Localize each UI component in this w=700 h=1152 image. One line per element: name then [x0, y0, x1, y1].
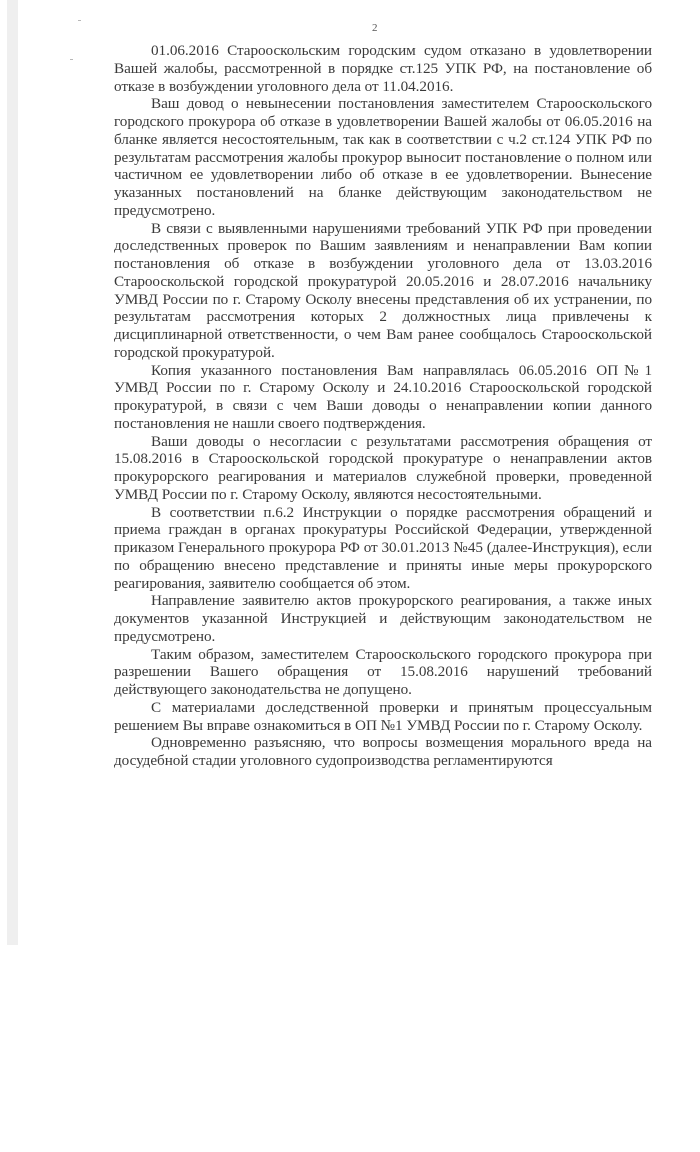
- paragraph-instruction-reference: В соответствии п.6.2 Инструкции о порядке рассмотрения обращений и приема граждан в органах прокуратуры Российской Федерации, утвержденной приказом Генерального прокурора РФ от 30.01.2013 №45 (далее-Инструкция), если по обращению внесено представление и приняты иные меры прокурорского реагирования, заявителю сообщается об этом.: [114, 503, 652, 592]
- paragraph-court-refusal: 01.06.2016 Старооскольским городским судом отказано в удовлетворении Вашей жалобы, рассмотренной в порядке ст.125 УПК РФ, на постановление об отказе в возбуждении уголовного дела от 11.04.2016.: [114, 42, 652, 95]
- scan-speck: [78, 20, 81, 21]
- paragraph-no-obligation: Направление заявителю актов прокурорского реагирования, а также иных документов указанной Инструкцией и действующим законодательством не предусмотрено.: [114, 592, 652, 645]
- page-number: 2: [372, 22, 378, 34]
- document-body: [114, 42, 652, 770]
- paragraph-violations-representations: В связи с выявленными нарушениями требований УПК РФ при проведении доследственных проверок по Вашим заявлениям и ненаправлении Вам копии постановления об отказе в возбуждении уголовного дела от 13.03.2016 Старооскольской городской прокуратурой 20.05.2016 и 28.07.2016 начальнику УМВД России по г. Старому Осколу внесены представления об их устранении, по результатам рассмотрения которых 2 должностных лица привлечены к дисциплинарной ответственности, о чем Вам ранее сообщалось Старооскольской городской прокуратурой.: [114, 219, 652, 361]
- paragraph-review-materials: С материалами доследственной проверки и принятым процессуальным решением Вы вправе ознакомиться в ОП №1 УМВД России по г. Старому Осколу.: [114, 698, 652, 734]
- scan-edge-shadow: [7, 0, 18, 945]
- paragraph-conclusion: Таким образом, заместителем Старооскольского городского прокурора при разрешении Вашего обращения от 15.08.2016 нарушений требований действующего законодательства не допущено.: [114, 645, 652, 698]
- paragraph-copy-sent: Копия указанного постановления Вам направлялась 06.05.2016 ОП№1 УМВД России по г. Старому Осколу и 24.10.2016 Старооскольской городской прокуратурой, в связи с чем Ваши доводы о ненаправлении копии данного постановления не нашли своего подтверждения.: [114, 361, 652, 432]
- paragraph-blank-form-argument: Ваш довод о невынесении постановления заместителем Старооскольского городского прокурора об отказе в удовлетворении Вашей жалобы от 06.05.2016 на бланке является несостоятельным, так как в соответствии с ч.2 ст.124 УПК РФ по результатам рассмотрения жалобы прокурор выносит постановление о полном или частичном ее удовлетворении либо об отказе в ее удовлетворении. Вынесение указанных постановлений на бланке действующим законодательством не предусмотрено.: [114, 95, 652, 219]
- scan-speck: [70, 59, 73, 60]
- paragraph-disagreement-unfounded: Ваши доводы о несогласии с результатами рассмотрения обращения от 15.08.2016 в Старооскольской городской прокуратуре о ненаправлении актов прокурорского реагирования и материалов служебной проверки, проведенной УМВД России по г. Старому Осколу, являются несостоятельными.: [114, 432, 652, 503]
- paragraph-moral-damage: Одновременно разъясняю, что вопросы возмещения морального вреда на досудебной стадии уголовного судопроизводства регламентируются: [114, 734, 652, 769]
